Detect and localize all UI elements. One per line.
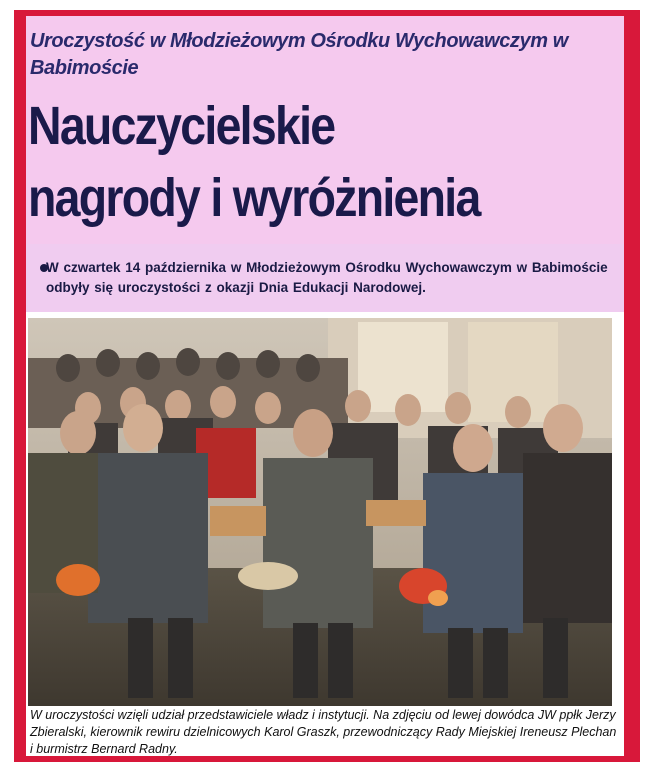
headline-line-2: nagrody i wyróżnienia xyxy=(28,168,480,228)
article-lead: W czwartek 14 października w Młodzieżowym Ośrodku Wychowawczym w Babimoście odbyły się uroczystości z okazji Dnia Edukacji Narodowej. xyxy=(46,260,608,295)
headline-line-1: Nauczycielskie xyxy=(28,96,335,156)
article-headline xyxy=(28,90,535,234)
photo-caption: W uroczystości wzięli udział przedstawiciele władz i instytucji. Na zdjęciu od lewej dowódca JW ppłk Jerzy Zbieralski, kierownik rewiru dzielnicowych Karol Graszk, przewodniczący Rady Miejskiej Ireneusz Plechan i burmistrz Bernard Radny. xyxy=(30,708,617,756)
article-kicker: Uroczystość w Młodzieżowym Ośrodku Wychowawczym w Babimoście xyxy=(30,30,568,79)
article-photo xyxy=(28,318,612,706)
